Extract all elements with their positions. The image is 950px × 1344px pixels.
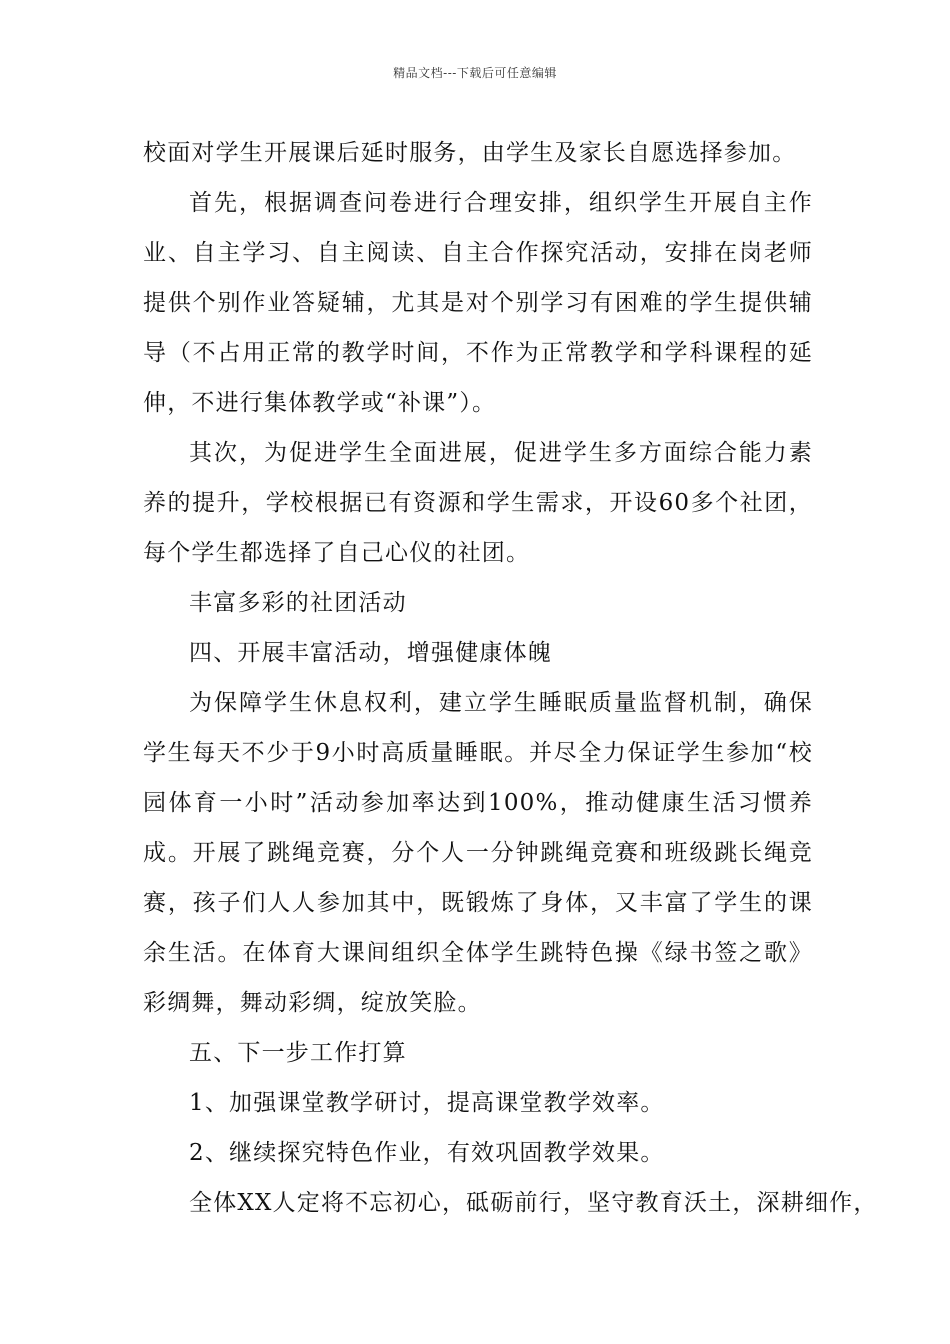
- paragraph-club-activities: 丰富多彩的社团活动: [189, 590, 407, 616]
- plan-item-1: 1、加强课堂教学研讨，提高课堂教学效率。: [189, 1090, 665, 1116]
- paragraph-continuation: 校面对学生开展课后延时服务，由学生及家长自愿选择参加。: [143, 140, 797, 166]
- page-header: 精品文档---下载后可任意编辑: [393, 66, 557, 80]
- document-body: [143, 128, 878, 1228]
- paragraph-closing: 全体XX人定将不忘初心，砥砺前行，坚守教育沃土，深耕细作，: [189, 1190, 878, 1216]
- section-heading-five: 五、下一步工作打算: [189, 1040, 407, 1066]
- paragraph-health: 为保障学生休息权利，建立学生睡眠质量监督机制，确保学生每天不少于9小时高质量睡眠。并尽全力保证学生参加“校园体育一小时”活动参加率达到100%，推动健康生活习惯养成。开展了跳绳竞赛，分个人一分钟跳绳竞赛和班级跳长绳竞赛，孩子们人人参加其中，既锻炼了身体，又丰富了学生的课余生活。在体育大课间组织全体学生跳特色操《绿书签之歌》彩绸舞，舞动彩绸，绽放笑脸。: [143, 690, 813, 1016]
- section-heading-four: 四、开展丰富活动，增强健康体魄: [189, 640, 552, 666]
- plan-item-2: 2、继续探究特色作业，有效巩固教学效果。: [189, 1140, 665, 1166]
- paragraph-clubs: 其次，为促进学生全面进展，促进学生多方面综合能力素养的提升，学校根据已有资源和学生需求，开设60多个社团，每个学生都选择了自己心仪的社团。: [143, 440, 813, 566]
- paragraph-first-arrangement: 首先，根据调查问卷进行合理安排，组织学生开展自主作业、自主学习、自主阅读、自主合作探究活动，安排在岗老师提供个别作业答疑辅，尤其是对个别学习有困难的学生提供辅导（不占用正常的教学时间，不作为正常教学和学科课程的延伸，不进行集体教学或“补课”）。: [143, 190, 813, 416]
